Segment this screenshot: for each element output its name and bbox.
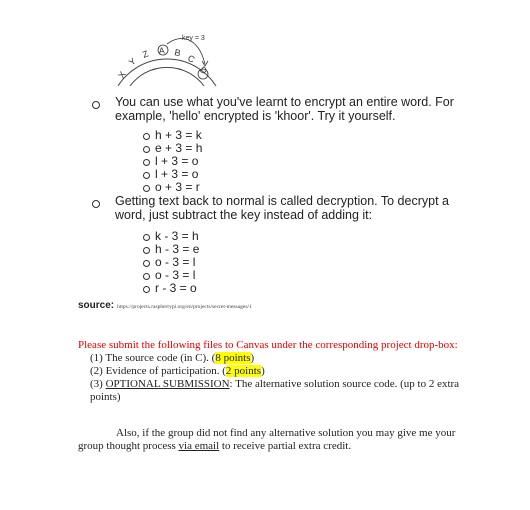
closing-paragraph [78, 427, 478, 453]
points-badge: 2 points [225, 365, 262, 377]
decrypt-step: o - 3 = l [155, 255, 196, 269]
sub-bullet-marker [143, 172, 150, 179]
encrypt-step: o + 3 = r [155, 180, 200, 194]
sub-bullet-marker [143, 159, 150, 166]
sub-bullet-marker [143, 247, 150, 254]
bullet-marker [92, 200, 100, 208]
submission-item-2 [90, 365, 480, 378]
encrypt-step: h + 3 = k [155, 128, 202, 142]
item-3-text: : The alternative solution source code. (up to 2 extra points) [90, 378, 460, 403]
wheel-letter: Y [126, 56, 138, 68]
decrypt-step: o - 3 = l [155, 268, 196, 282]
cipher-wheel-figure [110, 28, 225, 88]
decrypt-step: r - 3 = o [155, 281, 197, 295]
item-1-suffix: ) [250, 352, 255, 364]
encrypt-step: e + 3 = h [155, 141, 203, 155]
item-2-suffix: ) [261, 365, 265, 377]
wheel-letter: X [116, 69, 128, 81]
sub-bullet-marker [143, 234, 150, 241]
wheel-letter: D [197, 64, 210, 77]
encrypt-step: l + 3 = o [155, 154, 199, 168]
sub-bullet-marker [143, 260, 150, 267]
wheel-letter: A [158, 45, 166, 56]
points-badge: 8 points [215, 352, 251, 364]
key-label: key = 3 [182, 35, 205, 42]
email-link[interactable]: via email [178, 440, 220, 452]
encrypt-step: l + 3 = o [155, 167, 199, 181]
closing-text-end: to receive partial extra credit. [219, 440, 352, 452]
source-label: source: [78, 300, 115, 311]
wheel-letter: Z [141, 48, 150, 60]
submission-item-1 [90, 352, 480, 365]
source-line [78, 300, 252, 311]
decrypt-intro: Getting text back to normal is called decryption. To decrypt a word, just subtract the key instead of adding it: [115, 194, 449, 222]
encrypt-intro: You can use what you've learnt to encrypt an entire word. For example, 'hello' encrypted is 'khoor'. Try it yourself. [115, 95, 454, 123]
submission-heading: Please submit the following files to Canvas under the corresponding project drop-box: [78, 339, 458, 351]
decrypt-step: h - 3 = e [155, 242, 200, 256]
item-3-prefix: (3) [90, 378, 106, 390]
sub-bullet-marker [143, 146, 150, 153]
sub-bullet-marker [143, 273, 150, 280]
bullet-marker [92, 101, 100, 109]
wheel-letter: C [186, 52, 197, 65]
closing-text: Also, if the group did not find any alternative solution you may give me your group thought process [78, 427, 456, 452]
sub-bullet-marker [143, 185, 150, 192]
optional-submission-label: OPTIONAL SUBMISSION [105, 378, 230, 390]
submission-item-3 [90, 378, 480, 404]
item-2-text: (2) Evidence of participation. ( [90, 365, 226, 377]
sub-bullet-marker [143, 286, 150, 293]
item-1-text: (1) The source code (in C). ( [90, 352, 216, 364]
wheel-letter: B [173, 47, 182, 59]
sub-bullet-marker [143, 133, 150, 140]
source-link[interactable]: https://projects.raspberrypi.org/en/projects/secret-messages/1 [117, 304, 252, 310]
decrypt-step: k - 3 = h [155, 229, 199, 243]
